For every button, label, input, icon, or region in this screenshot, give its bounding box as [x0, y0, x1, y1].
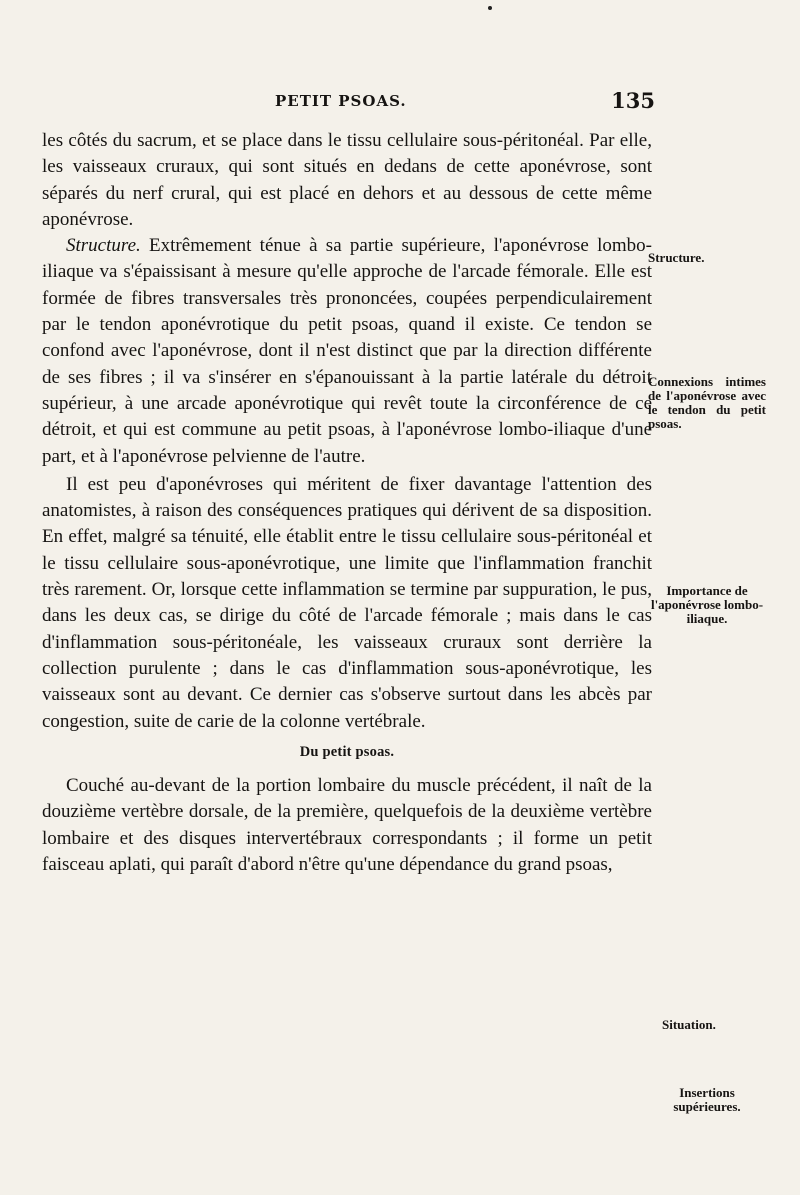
section-heading: Du petit psoas. [299, 743, 395, 760]
paragraph-structure [42, 233, 652, 470]
margin-note-situation: Situation. [662, 1017, 716, 1032]
margin-note-connexions: Connexions intimes de l'aponévrose avec le tendon du petit psoas. [648, 374, 766, 431]
paragraph-importance: Il est peu d'aponévroses qui méritent de fixer davantage l'attention des anatomistes, à raison des conséquences pratiques qui dérivent de sa disposition. En effet, malgré sa ténuité, elle établit entre le tissu cellulaire sous-péritonéal et le tissu cellulaire sous-aponévrotique, une limite que l'inflammation franchit très rarement. Or, lorsque cette inflammation se termine par suppuration, le pus, dans les deux cas, se dirige du côté de l'arcade fémorale ; mais dans le cas d'inflammation sous-péritonéale, les vaisseaux cruraux sont derrière la collection purulente ; dans le cas d'inflammation sous-aponévrotique, les vaisseaux sont au devant. Ce dernier cas s'observe surtout dans les abcès par congestion, suite de carie de la colonne vertébrale. [42, 473, 652, 732]
structure-lead: Structure. [66, 235, 141, 257]
main-text [42, 128, 652, 878]
page-number: 135 [611, 88, 655, 113]
running-head [60, 88, 655, 122]
margin-note-structure: Structure. [648, 250, 705, 265]
paragraph-continuation: les côtés du sacrum, et se place dans le tissu cellulaire sous-péritonéal. Par elle, les vaisseaux cruraux, qui sont situés en dedans de cette aponévrose, sont séparés du nerf crural, qui est placé en dehors et au dessous de cette même aponévrose. [42, 130, 652, 230]
running-title: PETIT PSOAS. [275, 92, 407, 110]
paragraph-petit-psoas: Couché au-devant de la portion lombaire du muscle précédent, il naît de la douzième vertèbre dorsale, de la première, quelquefois de la deuxième vertèbre lombaire et des disques intervertébraux correspondants ; il forme un petit faisceau aplati, qui paraît d'abord n'être qu'une dépendance du grand psoas, [42, 775, 652, 876]
structure-text: Extrêmement ténue à sa partie supérieure, l'aponévrose lombo-iliaque va s'épaissisant à mesure qu'elle approche de l'arcade fémorale. Elle est formée de fibres transversales très prononcées, coupées perpendiculairement par le tendon aponévrotique du petit psoas, quand il existe. Ce tendon se confond avec l'aponévrose, dont il n'est distinct que par la direction différente de ses fibres ; il va s'insérer en s'épanouissant à la partie latérale du détroit supérieur, à une arcade aponévrotique qui revêt toute la circonférence de ce détroit, et qui est commune au petit psoas, à l'aponévrose lombo-iliaque d'une part, et à l'aponévrose pelvienne de l'autre. [42, 235, 652, 467]
margin-note-insertions: Insertions supérieures. [673, 1085, 741, 1114]
margin-note-importance: Importance de l'aponévrose lombo-iliaque. [650, 583, 764, 626]
ink-speck [488, 6, 492, 10]
